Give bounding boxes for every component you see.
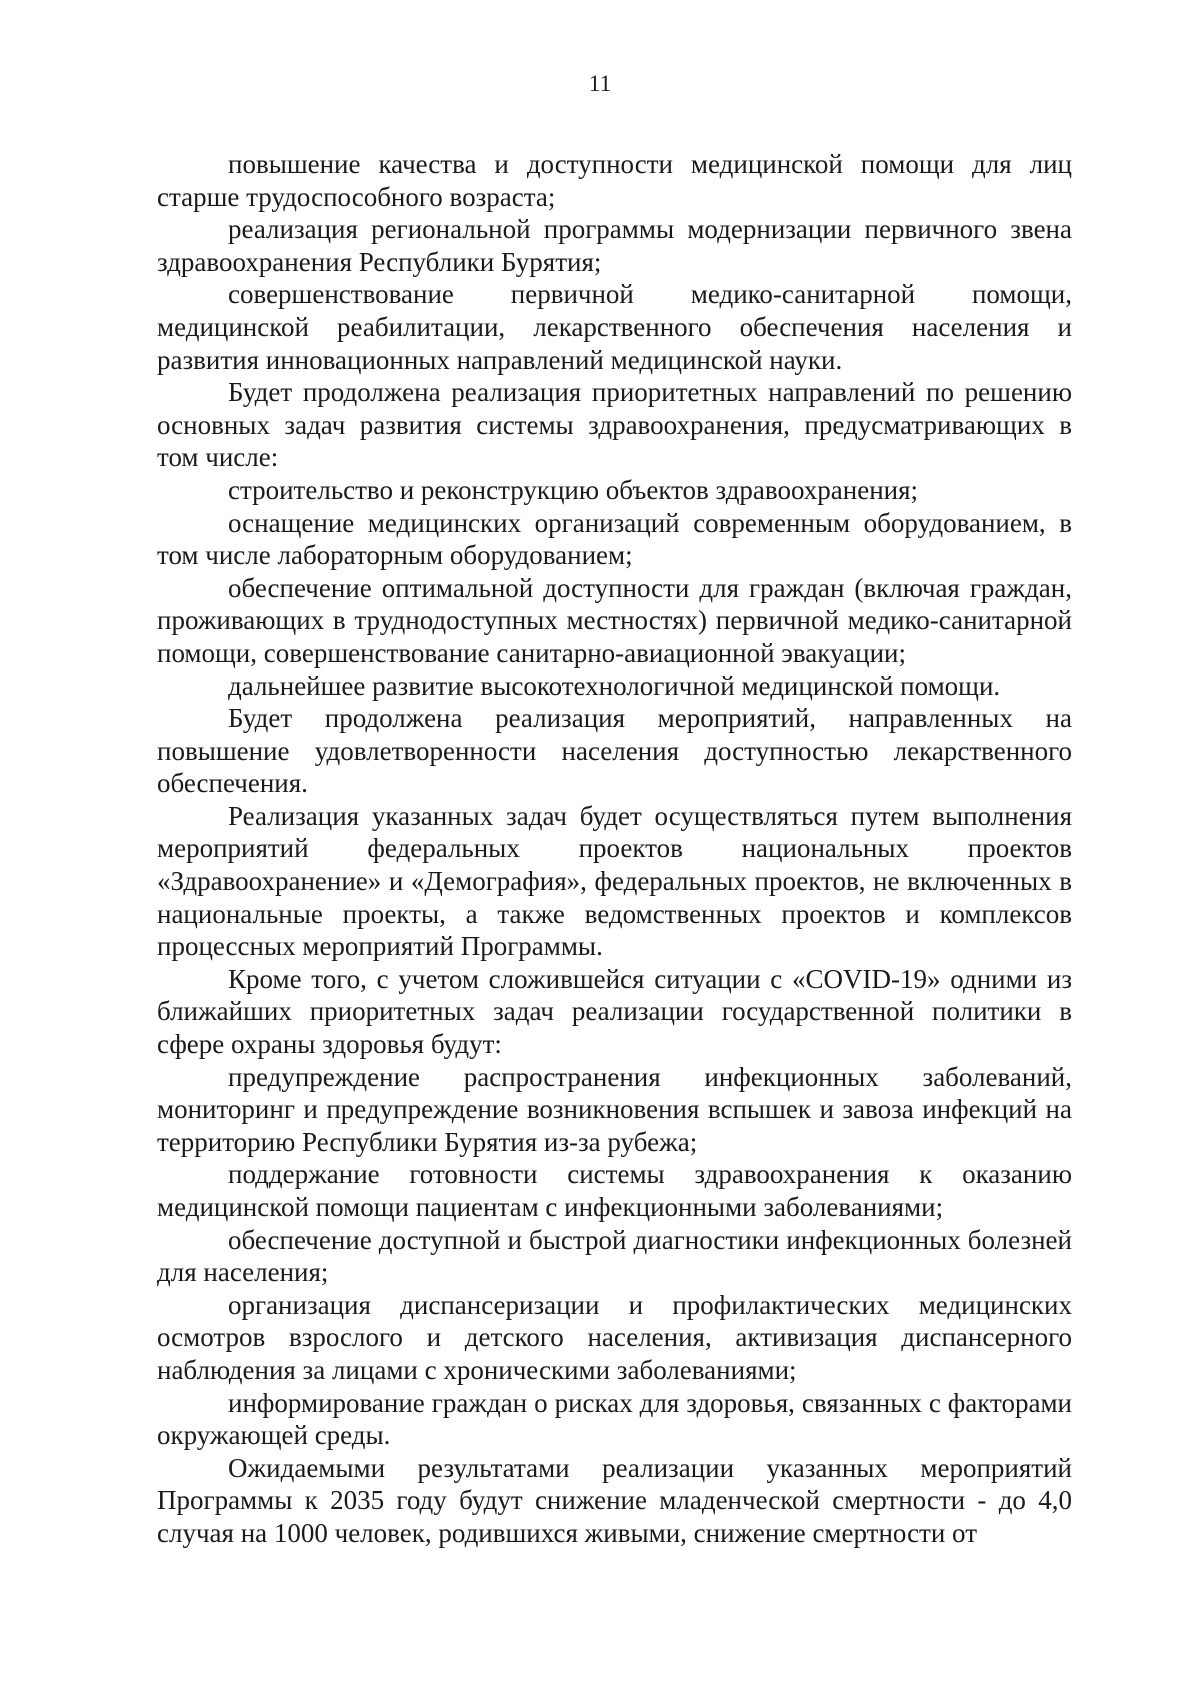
paragraph: реализация региональной программы модернизации первичного звена здравоохранения Республики Бурятия;	[157, 214, 1072, 277]
paragraph: оснащение медицинских организаций современным оборудованием, в том числе лабораторным оборудованием;	[157, 507, 1072, 571]
paragraph: Реализация указанных задач будет осуществляться путем выполнения мероприятий федеральных проектов национальных проектов «Здравоохранение» и «Демография», федеральных проектов, не включенных в национальные проекты, а также ведомственных проектов и комплексов процессных мероприятий Программы.	[157, 800, 1072, 962]
paragraph: Ожидаемыми результатами реализации указанных мероприятий Программы к 2035 году будут снижение младенческой смертности - до 4,0 случая на 1000 человек, родившихся живыми, снижение смертности от	[157, 1452, 1072, 1548]
paragraph: Будет продолжена реализация мероприятий, направленных на повышение удовлетворенности населения доступностью лекарственного обеспечения.	[157, 703, 1072, 799]
paragraph: строительство и реконструкцию объектов здравоохранения;	[228, 474, 919, 505]
paragraph: совершенствование первичной медико-санитарной помощи, медицинской реабилитации, лекарственного обеспечения населения и развития инновационных направлений медицинской науки.	[157, 279, 1072, 375]
paragraph: повышение качества и доступности медицинской помощи для лиц старше трудоспособного возраста;	[157, 149, 1072, 212]
paragraph: обеспечение доступной и быстрой диагностики инфекционных болезней для населения;	[157, 1224, 1072, 1288]
paragraph: предупреждение распространения инфекционных заболеваний, мониторинг и предупреждение возникновения вспышек и завоза инфекций на территорию Республики Бурятия из-за рубежа;	[157, 1061, 1072, 1157]
paragraph: Кроме того, с учетом сложившейся ситуации с «COVID-19» одними из ближайших приоритетных задач реализации государственной политики в сфере охраны здоровья будут:	[157, 963, 1072, 1060]
paragraph: организация диспансеризации и профилактических медицинских осмотров взрослого и детского населения, активизация диспансерного наблюдения за лицами с хроническими заболеваниями;	[157, 1289, 1072, 1385]
paragraph: обеспечение оптимальной доступности для граждан (включая граждан, проживающих в труднодоступных местностях) первичной медико-санитарной помощи, совершенствование санитарно-авиационной эвакуации;	[157, 572, 1072, 668]
page-number: 11	[588, 71, 612, 96]
paragraph: дальнейшее развитие высокотехнологичной медицинской помощи.	[228, 670, 1001, 701]
document-body	[157, 148, 1072, 1550]
paragraph: поддержание готовности системы здравоохранения к оказанию медицинской помощи пациентам с инфекционными заболеваниями;	[157, 1159, 1072, 1222]
paragraph: информирование граждан о рисках для здоровья, связанных с факторами окружающей среды.	[157, 1387, 1072, 1451]
paragraph: Будет продолжена реализация приоритетных направлений по решению основных задач развития системы здравоохранения, предусматривающих в том числе:	[157, 377, 1072, 473]
